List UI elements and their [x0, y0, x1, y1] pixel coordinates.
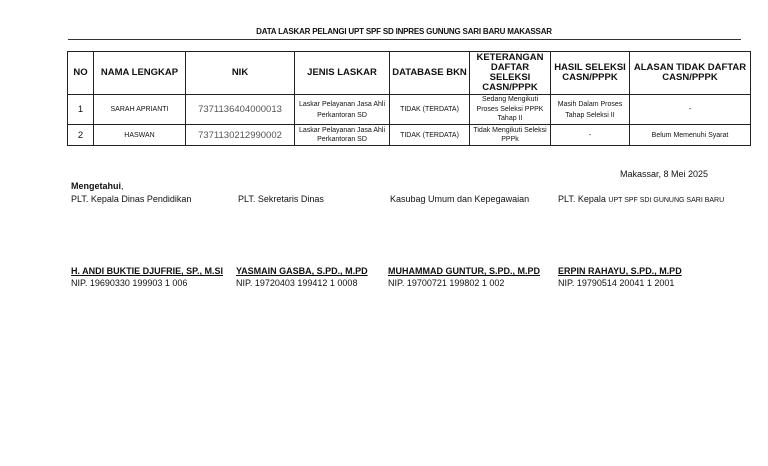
signatory-name: H. ANDI BUKTIE DJUFRIE, SP., M.SI	[71, 266, 224, 276]
header-jenis: JENIS LASKAR	[295, 52, 390, 95]
signatory-nip: NIP. 19720403 199412 1 0008	[236, 278, 358, 288]
cell-hasil: Masih Dalam Proses Tahap Seleksi II	[551, 95, 630, 125]
signatory-nip: NIP. 19700721 199802 1 002	[388, 278, 505, 288]
cell-nama: SARAH APRIANTI	[94, 95, 186, 125]
title-divider	[68, 39, 741, 40]
cell-keterangan: Tidak Mengikuti Seleksi PPPk	[470, 125, 551, 146]
cell-hasil: -	[551, 125, 630, 146]
laskar-table	[67, 51, 751, 146]
cell-no: 2	[68, 125, 94, 146]
header-keterangan: KETERANGAN DAFTAR SELEKSI CASN/PPPK	[470, 52, 551, 95]
cell-database: TIDAK (TERDATA)	[390, 95, 470, 125]
cell-nik: 7371130212990002	[186, 125, 295, 146]
cell-nama: HASWAN	[94, 125, 186, 146]
cell-database: TIDAK (TERDATA)	[390, 125, 470, 146]
table-row	[68, 95, 751, 125]
signatory-role: PLT. Sekretaris Dinas	[238, 194, 324, 204]
signatory-name: ERPIN RAHAYU, S.PD., M.PD	[558, 266, 682, 276]
cell-no: 1	[68, 95, 94, 125]
signatory-nip: NIP. 19790514 20041 1 2001	[558, 278, 675, 288]
cell-jenis: Laskar Pelayanan Jasa Ahli Perkantoran SD	[295, 95, 390, 125]
cell-alasan: -	[630, 95, 751, 125]
header-no: NO	[68, 52, 94, 95]
signatory-role	[558, 194, 724, 204]
place-date: Makassar, 8 Mei 2025	[620, 169, 709, 179]
cell-jenis: Laskar Pelayanan Jasa Ahli Perkantoran SD	[295, 125, 390, 146]
signatory-nip: NIP. 19690330 199903 1 006	[71, 278, 188, 288]
signatory-role: PLT. Kepala Dinas Pendidikan	[71, 194, 192, 204]
signatory-name: YASMAIN GASBA, S.PD., M.PD	[236, 266, 368, 276]
signatory-name: MUHAMMAD GUNTUR, S.PD., M.PD	[388, 266, 540, 276]
document-title: DATA LASKAR PELANGI UPT SPF SD INPRES GUNUNG SARI BARU MAKASSAR	[256, 27, 552, 36]
mengetahui-text: Mengetahui	[71, 181, 122, 191]
cell-keterangan: Sedang Mengikuti Proses Seleksi PPPK Tahap II	[470, 95, 551, 125]
role-text: PLT. Kepala	[558, 194, 606, 204]
header-database: DATABASE BKN	[390, 52, 470, 95]
table-header-row	[68, 52, 751, 95]
mengetahui-label: Mengetahui,	[71, 181, 124, 191]
role-suffix: UPT SPF SDI GUNUNG SARI BARU	[608, 197, 725, 204]
header-nama: NAMA LENGKAP	[94, 52, 186, 95]
cell-nik: 7371136404000013	[186, 95, 295, 125]
signatory-role: Kasubag Umum dan Kepegawaian	[390, 194, 530, 204]
cell-alasan: Belum Memenuhi Syarat	[630, 125, 751, 146]
header-alasan: ALASAN TIDAK DAFTAR CASN/PPPK	[630, 52, 751, 95]
table-row	[68, 125, 751, 146]
header-hasil: HASIL SELEKSI CASN/PPPK	[551, 52, 630, 95]
header-nik: NIK	[186, 52, 295, 95]
